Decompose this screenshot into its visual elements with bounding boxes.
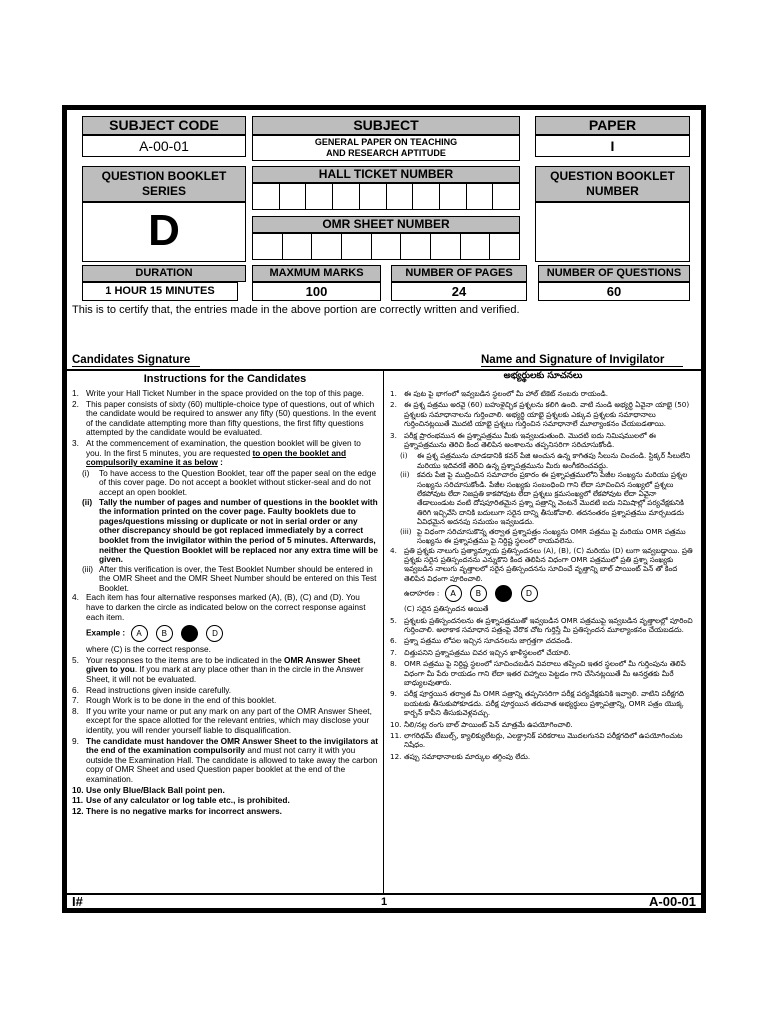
example-label: Example : <box>86 627 126 638</box>
telugu-3-iii: (iii) పై విధంగా సరిచూసుకొన్న తర్వాత ప్రశ్నాపత్రం సంఖ్యను OMR పత్రము పై మరియు OMR పత్రము సంఖ్యను ఈ ప్రశ్నాపత్రము పై నిర్దిష్ట స్థలంలో రాయవలెను. <box>400 526 686 546</box>
telugu-12: 12. తప్పు సమాధానాలకు మార్కుల తగ్గింపు లేదు. <box>390 751 531 761</box>
booklet-number-label-line1: QUESTION BOOKLET <box>550 169 675 183</box>
instructions-english <box>72 389 378 817</box>
example-row <box>72 625 378 642</box>
instruction-5-rest: . If you mark at any place other than in the circle in the Answer Sheet, it will not be evaluated. <box>86 664 364 685</box>
example-note <box>72 645 378 655</box>
booklet-number-box[interactable] <box>535 202 690 262</box>
pages-value: 24 <box>391 282 527 301</box>
instruction-7: 7. Rough Work is to be done in the end of this booklet. <box>72 695 277 706</box>
telugu-12-text: తప్పు సమాధానాలకు మార్కుల తగ్గింపు లేదు. <box>404 751 531 761</box>
booklet-number-label <box>535 166 690 202</box>
footer-right-code: A-00-01 <box>649 894 696 909</box>
instruction-10: 10. Use only Blue/Black Ball point pen. <box>72 784 225 795</box>
instructions-telugu <box>390 389 696 763</box>
instruction-2-text: This paper consists of sixty (60) multiple-choice type of questions, out of which the candidate would be required to answer any fifty (50) questions. In the event of the candidate attempting more than fifty questions, the first fifty questions attempted by the candidate would be evaluated. <box>86 398 377 438</box>
telugu-option-b-circle: B <box>470 585 487 602</box>
telugu-6-text: ప్రశ్నా పత్రము లోపల ఇచ్చిన సూచనలను జాగ్రత్తగా చదవండి. <box>404 636 573 646</box>
telugu-3-iii-text: పై విధంగా సరిచూసుకొన్న తర్వాత ప్రశ్నాపత్రం సంఖ్యను OMR పత్రము పై మరియు OMR పత్రము సంఖ్యను ఈ ప్రశ్నాపత్రము పై నిర్దిష్ట స్థలంలో రాయవలెను. <box>417 526 686 546</box>
candidate-signature-label: Candidates Signature <box>72 354 200 367</box>
instruction-1-text: Write your Hall Ticket Number in the space provided on the top of this page. <box>86 388 364 398</box>
telugu-6: 6. ప్రశ్నా పత్రము లోపల ఇచ్చిన సూచనలను జాగ్రత్తగా చదవండి. <box>390 636 573 646</box>
instruction-3-i-text: To have access to the Question Booklet, tear off the paper seal on the edge of this cover page. Do not accept a booklet without sticker-seal and do not accept an open booklet. <box>99 467 377 497</box>
telugu-3-i: (i) ఈ ప్రశ్న పత్రమును చూడడానికి కవర్ పేజి అంచున ఉన్న కాగితపు సీలును చించండి. స్టిక్కర్ సీలులేని మరియు ఇదివరకే తెరిచి ఉన్న ప్రశ్నాపత్రమును మీరు అంగీకరించవద్దు. <box>400 451 691 470</box>
paper-label: PAPER <box>535 116 690 135</box>
questions-value: 60 <box>538 282 690 301</box>
instruction-9: 9. The candidate must handover the OMR Answer Sheet to the invigilators at the end of the examination compulsorily and must not carry it with you outside the Examination Hall. The candidate is allowed to take away the carbon copy of OMR Sheet and used Question paper booklet at the end of the examination. <box>72 735 378 784</box>
max-marks-label: MAXMUM MARKS <box>252 265 381 282</box>
telugu-7: 7. చిత్తుపనిని ప్రశ్నాపత్రము చివర ఇచ్చిన ఖాళీస్థలంలో చేయాలి. <box>390 647 571 657</box>
instruction-7-text: Rough Work is to be done in the end of this booklet. <box>86 695 277 706</box>
telugu-10: 10. నీలి/నల్ల రంగు బాల్ పాయింట్ పెన్ మాత్రమే ఉపయోగించాలి. <box>390 719 573 729</box>
telugu-2: 2. ఈ ప్రశ్న పత్రము అరవై (60) బహుళైచ్ఛిక ప్రశ్నలను కలిగి ఉంది. వాటి నుండి అభ్యర్థి ఏవైనా యాభై (50) ప్రశ్నలకు సమాధానాలను గుర్తించాలి. అభ్యర్థి యాభై ప్రశ్నలకు ఎక్కువ ప్రశ్నలకు సమాధానాలు గుర్తించినట్లయితే మొదటి యాభై ప్రశ్నలు గుర్తించిన సమాధానాలే మూల్యాంకనం చేయబడతాయి. <box>390 400 690 429</box>
instruction-4-text: Each item has four alternative responses marked (A), (B), (C) and (D). You have to darken the circle as indicated below on the correct response against each item. <box>86 592 366 622</box>
telugu-7-text: చిత్తుపనిని ప్రశ్నాపత్రము చివర ఇచ్చిన ఖాళీస్థలంలో చేయాలి. <box>404 647 571 657</box>
telugu-example-row <box>390 585 696 602</box>
instruction-2: 2. This paper consists of sixty (60) multiple-choice type of questions, out of which the candidate would be required to answer any fifty (50) questions. In the event of the candidate attempting more than fifty questions, the first fifty questions attempted by the candidate would be evaluated. <box>72 398 377 438</box>
option-b-circle: B <box>156 625 173 642</box>
instructions-title: Instructions for the Candidates <box>143 373 307 385</box>
booklet-series-value: D <box>82 202 246 262</box>
telugu-8: 8. OMR పత్రము పై నిర్దిష్ట స్థలంలో సూచించబడిన వివరాలు తప్పించి ఇతర స్థలంలో మీ గుర్తింపును తెలిపే విధంగా మీ పేరు రాయడం గాని లేదా ఇతర చిహ్నాలు పెట్టడం గాని చేసినట్లయితే మీ అనర్హతకు మీరే బాధ్యులవుతారు. <box>390 659 686 687</box>
instruction-11-text: Use of any calculator or log table etc., is prohibited. <box>86 795 290 806</box>
telugu-4-text: ప్రతి ప్రశ్నకు నాలుగు ప్రత్యామ్నాయ ప్రతిస్పందనలు (A), (B), (C) మరియు (D) లుగా ఇవ్వబడ్డాయి. ప్రతి ప్రశ్నకు సరైన ప్రతిస్పందనను ఎన్నుకొని కింద తెలిపిన విధంగా OMR పత్రములో ప్రతి ప్రశ్నా సంఖ్యకు ఇవ్వబడిన నాలుగు వృత్తాలలో సరైన ప్రతిస్పందనను సూచించే వృత్తాన్ని బాల్ పాయింట్ పెన్ తో కింద తెలిపిన విధంగా పూరించాలి. <box>404 545 693 583</box>
instruction-4: 4. Each item has four alternative responses marked (A), (B), (C) and (D). You have to darken the circle as indicated below on the correct response against each item. <box>72 592 366 622</box>
instruction-3-ii-text: Tally the number of pages and number of questions in the booklet with the information printed on the cover page. Faulty booklets due to pages/questions missing or duplicate or not in serial order or any other discrepancy should be got replaced immediately by a correct booklet from the invigilator within the period of 5 minutes. Afterwards, neither the Question Booklet will be replaced nor any extra time will be given. <box>99 496 378 565</box>
duration-label: DURATION <box>82 265 246 282</box>
telugu-1: 1. ఈ పుట పై భాగంలో ఇవ్వబడిన స్థలంలో మీ హాల్ టికెట్ నంబరు రాయండి. <box>390 389 609 398</box>
instruction-3-text: At the commencement of examination, the question booklet will be given to you. In the first 5 minutes, you are requested <box>86 437 361 458</box>
telugu-option-a-circle: A <box>445 585 462 602</box>
telugu-3-i-text: ఈ ప్రశ్న పత్రమును చూడడానికి కవర్ పేజి అంచున ఉన్న కాగితపు సీలును చించండి. స్టిక్కర్ సీలులేని మరియు ఇదివరకే తెరిచి ఉన్న ప్రశ్నాపత్రమును మీరు అంగీకరించవద్దు. <box>417 451 691 470</box>
instruction-1: 1. Write your Hall Ticket Number in the space provided on the top of this page. <box>72 388 364 398</box>
divider-vertical <box>383 370 384 893</box>
instruction-12-text: There is no negative marks for incorrect answers. <box>86 805 282 816</box>
footer-left-code: I# <box>72 894 83 909</box>
telugu-11: 11. లాగరిథమ్ టేబుల్స్, క్యాలిక్యులేటర్లు, ఎలక్ట్రానిక్ పరికరాలు మొదలగునవి పరీక్షగదిలో ఉపయోగించుట నిషేధం. <box>390 731 683 750</box>
booklet-series-label-line1: QUESTION BOOKLET <box>101 169 227 183</box>
duration-value: 1 HOUR 15 MINUTES <box>82 282 238 301</box>
instruction-3-iii-text: After this verification is over, the Test Booklet Number should be entered in the OMR Sheet and the OMR Sheet Number should be entered on this Test Booklet. <box>99 563 377 593</box>
option-d-circle: D <box>206 625 223 642</box>
instruction-8: 8. If you write your name or put any mark on any part of the OMR Answer Sheet, except for the space allotted for the relevant entries, which may disclose your identity, you will render yourself liable to disqualification. <box>72 705 372 735</box>
instruction-3-iii: (iii) After this verification is over, the Test Booklet Number should be entered in the OMR Sheet and the OMR Sheet Number should be entered on this Test Booklet. <box>82 563 377 593</box>
telugu-example-label: ఉదాహరణ : <box>404 588 440 598</box>
telugu-3-ii-text: కవరు పేజి పై ముద్రించిన సమాచారం ప్రకారం ఈ ప్రశ్నాపత్రములోని పేజీల సంఖ్యను మరియు ప్రశ్నల సంఖ్యను సరిచూసుకోండి. పేజీల సంఖ్యకు సంబంధించి గాని లేదా సూచించిన సంఖ్యలో ప్రశ్నలు లేకపోవుట లేదా నిజప్రతి కాకపోవుట లేదా ప్రశ్నలు క్రమసంఖ్యలో లేకపోవుట లేదా ఏవైనా తేడాలుండుట వంటి దోషపూరితమైన ప్రశ్నా పత్రాన్ని వెంటనే మొదటి ఐదు నిమిషాల్లో పర్యవేక్షకునికి తిరిగి ఇచ్చివేసి దానికి బదులుగా సరైన దాన్ని తీసుకోవాలి. తదనంతరం ప్రశ్నాపత్రము మార్చబడదు ఏవిధమైన అదనపు సమయం ఇవ్వబడదు. <box>417 470 688 527</box>
hall-ticket-boxes[interactable] <box>252 183 520 210</box>
telugu-title: అభ్యర్థులకు సూచనలు <box>503 371 583 381</box>
instruction-5-emphasis: OMR Answer Sheet given to you <box>86 654 361 675</box>
instruction-6-text: Read instructions given inside carefully. <box>86 684 232 695</box>
telugu-3-text: పరీక్ష ప్రారంభమున ఈ ప్రశ్నాపత్రము మీకు ఇవ్వబడుతుంది. మొదటి ఐదు నిమిషములలో ఈ ప్రశ్నాపత్రమును తెరిచి కింద తెలిపిన అంశాలను తప్పనిసరిగా సరిచూసుకోండి. <box>404 430 656 450</box>
booklet-series-label <box>82 166 246 202</box>
option-a-circle: A <box>131 625 148 642</box>
instruction-11: 11. Use of any calculator or log table etc., is prohibited. <box>72 795 290 806</box>
telugu-9-text: పరీక్ష పూర్తయిన తర్వాత మీ OMR పత్రాన్ని తప్పనిసరిగా పరీక్ష పర్యవేక్షకునికి ఇవ్వాలి. వాటిని పరీక్షగది బయటకు తీసుకుపోకూడదు. పరీక్ష పూర్తయిన తరువాత అభ్యర్థులు ప్రశ్నాపత్రాన్ని, OMR పత్రం యొక్క కార్బన్ కాపీని తీసుకువెళ్లవచ్చు. <box>404 689 684 718</box>
telugu-9: 9. పరీక్ష పూర్తయిన తర్వాత మీ OMR పత్రాన్ని తప్పనిసరిగా పరీక్ష పర్యవేక్షకునికి ఇవ్వాలి. వాటిని పరీక్షగది బయటకు తీసుకుపోకూడదు. పరీక్ష పూర్తయిన తరువాత అభ్యర్థులు ప్రశ్నాపత్రాన్ని, OMR పత్రం యొక్క కార్బన్ కాపీని తీసుకువెళ్లవచ్చు. <box>390 689 684 718</box>
subject-code-label: SUBJECT CODE <box>82 116 246 135</box>
paper-value: I <box>535 135 690 157</box>
telugu-option-c-filled-circle <box>495 585 512 602</box>
instruction-3: 3. At the commencement of examination, the question booklet will be given to you. In the first 5 minutes, you are requested to open the booklet and compulsorily examine it as below : <box>72 437 361 468</box>
telugu-5: 5. ప్రశ్నలకు ప్రతిస్పందనలను ఈ ప్రశ్నాపత్రముతో ఇవ్వబడిన OMR పత్రముపై ఇవ్వబడిన వృత్తాలల్లో పూరించి గుర్తించాలి. అలాకాక సమాధాన పత్రంపై వేరొక చోట గుర్తిస్తే మీ ప్రతిస్పందన మూల్యాంకనం చేయబడదు. <box>390 615 693 634</box>
hall-ticket-label: HALL TICKET NUMBER <box>252 166 520 183</box>
instruction-6: 6. Read instructions given inside carefully. <box>72 684 232 695</box>
option-c-filled-circle <box>181 625 198 642</box>
instruction-3-colon: : <box>217 457 223 468</box>
telugu-example-note <box>390 604 696 613</box>
invigilator-signature-label: Name and Signature of Invigilator <box>481 354 683 367</box>
telugu-11-text: లాగరిథమ్ టేబుల్స్, క్యాలిక్యులేటర్లు, ఎలక్ట్రానిక్ పరికరాలు మొదలగునవి పరీక్షగదిలో ఉపయోగించుట నిషేధం. <box>404 731 683 750</box>
telugu-1-text: ఈ పుట పై భాగంలో ఇవ్వబడిన స్థలంలో మీ హాల్ టికెట్ నంబరు రాయండి. <box>404 389 609 398</box>
instruction-9-emphasis: The candidate must handover the OMR Answer Sheet to the invigilators at the end of the examination compulsorily <box>86 735 378 756</box>
instruction-5: 5. Your responses to the items are to be indicated in the OMR Answer Sheet given to you. If you mark at any place other than in the circle in the Answer Sheet, it will not be evaluated. <box>72 654 364 685</box>
instruction-9-text: and must not carry it with you outside the Examination Hall. The candidate is allowed to take away the carbon copy of OMR Sheet and used Question paper booklet at the end of the examination. <box>86 745 378 784</box>
instruction-3-emphasis: to open the booklet and compulsorily examine it as below <box>86 447 347 468</box>
instruction-3-i: (i) To have access to the Question Booklet, tear off the paper seal on the edge of this cover page. Do not accept a booklet without sticker-seal and do not accept an open booklet. <box>82 467 377 497</box>
pages-label: NUMBER OF PAGES <box>391 265 527 282</box>
page-number: 1 <box>380 896 388 908</box>
omr-sheet-label: OMR SHEET NUMBER <box>252 216 520 233</box>
instruction-10-text: Use only Blue/Black Ball point pen. <box>86 784 225 795</box>
telugu-option-d-circle: D <box>521 585 538 602</box>
instruction-5-text: Your responses to the items are to be indicated in the <box>86 654 285 665</box>
instruction-12: 12. There is no negative marks for incorrect answers. <box>72 805 282 816</box>
telugu-3-ii: (ii) కవరు పేజి పై ముద్రించిన సమాచారం ప్రకారం ఈ ప్రశ్నాపత్రములోని పేజీల సంఖ్యను మరియు ప్రశ్నల సంఖ్యను సరిచూసుకోండి. పేజీల సంఖ్యకు సంబంధించి గాని లేదా సూచించిన సంఖ్యలో ప్రశ్నలు లేకపోవుట లేదా నిజప్రతి కాకపోవుట లేదా ప్రశ్నలు క్రమసంఖ్యలో లేకపోవుట లేదా ఏవైనా తేడాలుండుట వంటి దోషపూరితమైన ప్రశ్నా పత్రాన్ని వెంటనే మొదటి ఐదు నిమిషాల్లో పర్యవేక్షకునికి తిరిగి ఇచ్చివేసి దానికి బదులుగా సరైన దాన్ని తీసుకోవాలి. తదనంతరం ప్రశ్నాపత్రము మార్చబడదు ఏవిధమైన అదనపు సమయం ఇవ్వబడదు. <box>400 470 688 527</box>
subject-value <box>252 135 520 161</box>
example-note-text: where (C) is the correct response. <box>86 644 211 655</box>
instruction-8-text: If you write your name or put any mark on any part of the OMR Answer Sheet, except for the space allotted for the relevant entries, which may disclose your identity, you will render yourself liable to disqualification. <box>86 705 372 735</box>
max-marks-value: 100 <box>252 282 381 301</box>
booklet-number-label-line2: NUMBER <box>586 184 639 198</box>
booklet-series-label-line2: SERIES <box>141 184 186 198</box>
omr-sheet-boxes[interactable] <box>252 233 520 260</box>
subject-label: SUBJECT <box>252 116 520 135</box>
subject-line-1: GENERAL PAPER ON TEACHING <box>314 137 458 147</box>
instruction-3-ii: (ii) Tally the number of pages and number of questions in the booklet with the information printed on the cover page. Faulty booklets due to pages/questions missing or duplicate or not in serial order or any other discrepancy should be got replaced immediately by a correct booklet from the invigilator within the period of 5 minutes. Afterwards, neither the Question Booklet will be replaced nor any extra time will be given. <box>82 496 378 565</box>
telugu-4: 4. ప్రతి ప్రశ్నకు నాలుగు ప్రత్యామ్నాయ ప్రతిస్పందనలు (A), (B), (C) మరియు (D) లుగా ఇవ్వబడ్డాయి. ప్రతి ప్రశ్నకు సరైన ప్రతిస్పందనను ఎన్నుకొని కింద తెలిపిన విధంగా OMR పత్రములో ప్రతి ప్రశ్నా సంఖ్యకు ఇవ్వబడిన నాలుగు వృత్తాలలో సరైన ప్రతిస్పందనను సూచించే వృత్తాన్ని బాల్ పాయింట్ పెన్ తో కింద తెలిపిన విధంగా పూరించాలి. <box>390 545 693 583</box>
telugu-example-note-text: (C) సరైన ప్రతిస్పందన అయితే <box>404 604 489 614</box>
telugu-3: 3. పరీక్ష ప్రారంభమున ఈ ప్రశ్నాపత్రము మీకు ఇవ్వబడుతుంది. మొదటి ఐదు నిమిషములలో ఈ ప్రశ్నాపత్రమును తెరిచి కింద తెలిపిన అంశాలను తప్పనిసరిగా సరిచూసుకోండి. <box>390 430 656 450</box>
telugu-8-text: OMR పత్రము పై నిర్దిష్ట స్థలంలో సూచించబడిన వివరాలు తప్పించి ఇతర స్థలంలో మీ గుర్తింపును తెలిపే విధంగా మీ పేరు రాయడం గాని లేదా ఇతర చిహ్నాలు పెట్టడం గాని చేసినట్లయితే మీ అనర్హతకు మీరే బాధ్యులవుతారు. <box>404 659 686 687</box>
certify-text: This is to certify that, the entries made in the above portion are correctly written and verified. <box>72 304 520 316</box>
telugu-10-text: నీలి/నల్ల రంగు బాల్ పాయింట్ పెన్ మాత్రమే ఉపయోగించాలి. <box>404 719 573 729</box>
subject-code-value: A-00-01 <box>82 135 246 157</box>
questions-label: NUMBER OF QUESTIONS <box>538 265 690 282</box>
telugu-2-text: ఈ ప్రశ్న పత్రము అరవై (60) బహుళైచ్ఛిక ప్రశ్నలను కలిగి ఉంది. వాటి నుండి అభ్యర్థి ఏవైనా యాభై (50) ప్రశ్నలకు సమాధానాలను గుర్తించాలి. అభ్యర్థి యాభై ప్రశ్నలకు ఎక్కువ ప్రశ్నలకు సమాధానాలు గుర్తించినట్లయితే మొదటి యాభై ప్రశ్నలు గుర్తించిన సమాధానాలే మూల్యాంకనం చేయబడతాయి. <box>404 400 690 429</box>
subject-line-2: AND RESEARCH APTITUDE <box>326 148 446 158</box>
telugu-5-text: ప్రశ్నలకు ప్రతిస్పందనలను ఈ ప్రశ్నాపత్రముతో ఇవ్వబడిన OMR పత్రముపై ఇవ్వబడిన వృత్తాలల్లో పూరించి గుర్తించాలి. అలాకాక సమాధాన పత్రంపై వేరొక చోట గుర్తిస్తే మీ ప్రతిస్పందన మూల్యాంకనం చేయబడదు. <box>404 615 693 634</box>
